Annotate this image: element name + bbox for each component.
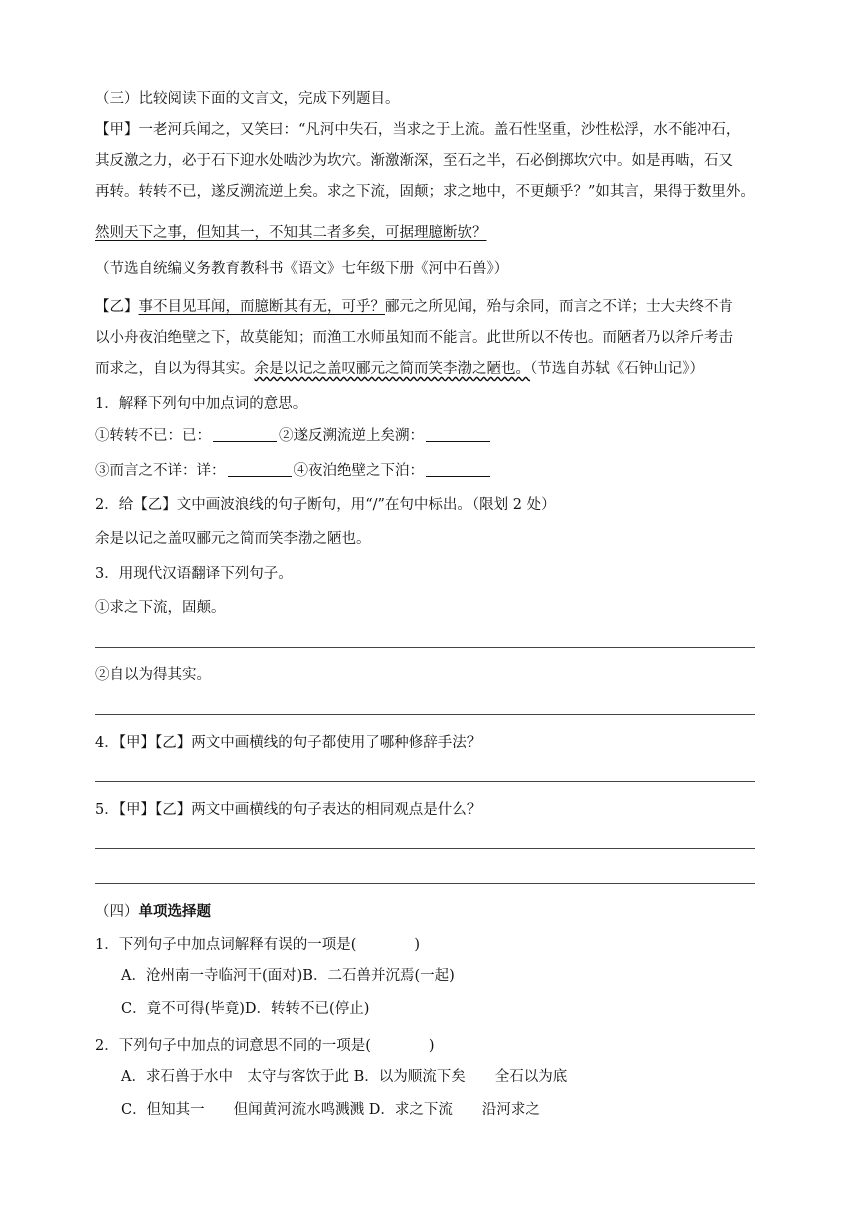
mc-q2-options-ab[interactable]: A．求石兽于水中 太守与客饮于此 B．以为顺流下矣 全石以为底 <box>121 1069 568 1085</box>
answer-line[interactable] <box>95 848 755 849</box>
q1-item-a: ①转转不已：已： <box>95 428 211 444</box>
answer-line[interactable] <box>95 883 755 884</box>
q2-title: 2．给【乙】文中画波浪线的句子断句，用“/”在句中标出。（限划 2 处） <box>95 497 556 513</box>
yi-line-3-start: 而求之，自以为得其实。 <box>95 361 255 377</box>
yi-wavy-sentence: 余是以记之盖叹郦元之简而笑李渤之陋也。 <box>254 361 530 377</box>
mc-q2-options-cd[interactable]: C．但知其一 但闻黄河流水鸣溅溅 D．求之下流 沿河求之 <box>121 1102 540 1118</box>
answer-blank[interactable] <box>426 462 490 477</box>
answer-blank[interactable] <box>426 427 490 442</box>
section4-title <box>95 901 211 923</box>
answer-line[interactable] <box>95 647 755 648</box>
yi-underlined-sentence: 事不目见耳闻，而臆断其有无，可乎？ <box>138 299 385 315</box>
section4-title-prefix: （四） <box>95 904 139 920</box>
q2-sentence: 余是以记之盖叹郦元之简而笑李渤之陋也。 <box>95 531 371 547</box>
q1-row-2 <box>95 460 492 482</box>
q3-item-a: ①求之下流，固颠。 <box>95 600 226 616</box>
jia-line-3: 再转。转转不已，遂反溯流逆上矣。求之下流，固颠；求之地中，不更颠乎？”如其言，果得于数里外。 <box>95 184 755 200</box>
answer-blank[interactable] <box>228 462 292 477</box>
mc-q1-options-ab[interactable]: A．沧州南一寺临河干(面对)B．二石兽并沉焉(一起) <box>121 968 455 984</box>
jia-line-2: 其反激之力，必于石下迎水处啮沙为坎穴。渐激渐深，至石之半，石必倒掷坎穴中。如是再啮，石又 <box>95 153 733 169</box>
yi-label: 【乙】 <box>95 299 139 315</box>
q1-item-d: ④夜泊绝壁之下泊： <box>293 463 424 479</box>
jia-source: （节选自统编义务教育教科书《语文》七年级下册《河中石兽》） <box>95 261 509 277</box>
q1-item-b: ②遂反溯流逆上矣溯： <box>279 428 424 444</box>
q1-item-c: ③而言之不详：详： <box>95 463 226 479</box>
mc-q1-title: 1．下列句子中加点词解释有误的一项是( ) <box>95 937 421 953</box>
q1-row-1 <box>95 425 492 447</box>
answer-line[interactable] <box>95 714 755 715</box>
yi-line-2: 以小舟夜泊绝壁之下，故莫能知；而渔工水师虽知而不能言。此世所以不传也。而陋者乃以斧斤考击 <box>95 330 733 346</box>
answer-line[interactable] <box>95 781 755 782</box>
q5-title: 5．【甲】【乙】两文中画横线的句子表达的相同观点是什么？ <box>95 802 482 818</box>
q4-title: 4．【甲】【乙】两文中画横线的句子都使用了哪种修辞手法？ <box>95 735 482 751</box>
mc-q1-options-cd[interactable]: C．竟不可得(毕竟)D．转转不已(停止) <box>121 1001 370 1017</box>
section4-title-bold: 单项选择题 <box>138 904 211 920</box>
jia-underlined-sentence: 然则天下之事，但知其一，不知其二者多矣，可据理臆断欤？ <box>95 225 487 241</box>
yi-line-1 <box>95 296 733 318</box>
jia-line-1: 【甲】一老河兵闻之，又笑曰：“凡河中失石，当求之于上流。盖石性坚重，沙性松浮，水不能冲石， <box>95 122 741 138</box>
section3-title: （三）比较阅读下面的文言文，完成下列题目。 <box>95 91 400 107</box>
q3-title: 3．用现代汉语翻译下列句子。 <box>95 566 293 582</box>
yi-line-3 <box>95 358 704 380</box>
q3-item-b: ②自以为得其实。 <box>95 667 211 683</box>
mc-q2-title: 2．下列句子中加点的词意思不同的一项是( ) <box>95 1038 435 1054</box>
q1-title: 1．解释下列句中加点词的意思。 <box>95 396 308 412</box>
answer-blank[interactable] <box>213 427 277 442</box>
yi-source: （节选自苏轼《石钟山记》） <box>530 361 704 377</box>
yi-line-1-rest: 郦元之所见闻，殆与余同，而言之不详；士大夫终不肯 <box>385 299 733 315</box>
